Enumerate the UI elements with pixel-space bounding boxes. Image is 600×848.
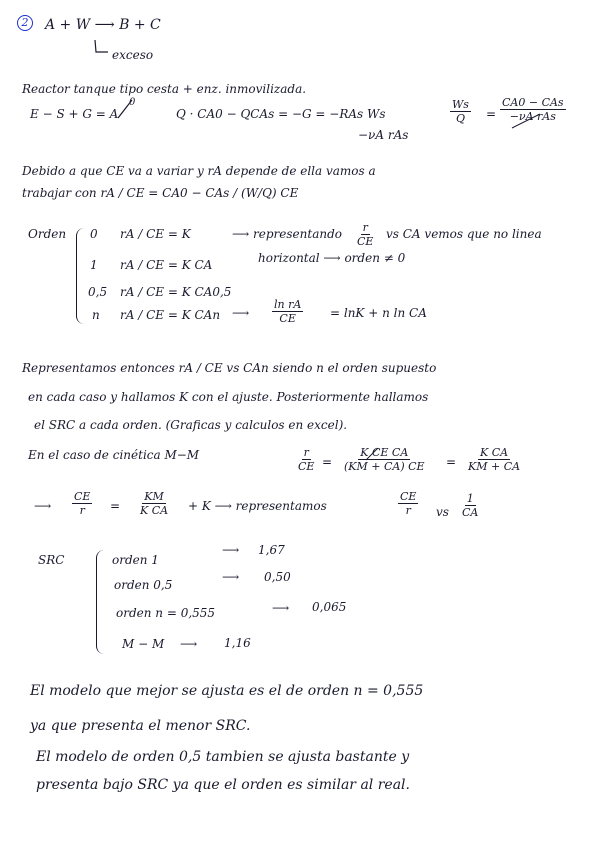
- excess-note: exceso: [112, 48, 154, 62]
- src-value-1: 1,67: [258, 543, 285, 557]
- method-line-3: el SRC a cada orden. (Graficas y calculos en excel).: [34, 418, 348, 432]
- lw-mid-denominator: K CA: [140, 504, 169, 517]
- rate-substitution-note: −νA rAs: [358, 128, 409, 142]
- conclusion-line-3: El modelo de orden 0,5 tambien se ajusta bastante y: [36, 749, 410, 765]
- log-linear-rhs: = lnK + n ln CA: [330, 306, 427, 320]
- src-model-2: orden 0,5: [114, 578, 173, 592]
- lw-equals: =: [110, 499, 121, 513]
- ln-rate-numerator: ln rA: [274, 298, 302, 311]
- mm-lhs-numerator: r: [303, 446, 309, 459]
- mm-lhs-denominator: CE: [298, 460, 315, 473]
- lw-plot-y-denominator: r: [405, 504, 411, 517]
- rate-law-1: rA / CE = K CA: [120, 258, 213, 272]
- lw-mid-numerator: KM: [144, 490, 164, 503]
- mm-mid-denominator: (KM + CA) CE: [344, 460, 425, 473]
- mm-equals-1: =: [322, 455, 333, 469]
- mm-intro: En el caso de cinética M−M: [28, 448, 200, 462]
- lw-lhs-numerator: CE: [74, 490, 91, 503]
- reactor-description: Reactor tanque tipo cesta + enz. inmovilizada.: [22, 82, 307, 96]
- src-label: SRC: [38, 553, 65, 567]
- design-equation-denominator: −νA rAs: [509, 110, 556, 123]
- src-value-3: 0,065: [312, 600, 347, 614]
- order-value-1: 1: [90, 258, 98, 272]
- src-arrow-4: ⟶: [180, 637, 198, 651]
- mass-balance-lhs: E − S + G = A: [30, 107, 119, 121]
- mm-rhs-numerator: K CA: [479, 446, 509, 459]
- ws-over-q-denominator: Q: [455, 112, 465, 125]
- lw-plot-x-numerator: 1: [466, 492, 474, 505]
- design-equation-numerator: CA0 − CAs: [502, 96, 564, 109]
- ln-rate-denominator: CE: [279, 312, 296, 325]
- lw-lhs-denominator: r: [79, 504, 85, 517]
- represent-label: representando: [253, 227, 342, 241]
- method-line-1: Representamos entonces rA / CE vs CAn siendo n el orden supuesto: [22, 361, 437, 375]
- problem-number: 2: [17, 15, 33, 31]
- src-model-3: orden n = 0,555: [116, 606, 216, 620]
- ws-over-q-numerator: Ws: [452, 98, 469, 111]
- r-over-ce-numerator: r: [362, 221, 368, 234]
- rate-law-0-5: rA / CE = K CA0,5: [120, 285, 232, 299]
- src-arrow-2: ⟶: [222, 570, 240, 584]
- conclusion-line-4: presenta bajo SRC ya que el orden es similar al real.: [36, 777, 410, 793]
- ce-cancel-top: [366, 448, 378, 460]
- lw-arrow: ⟶: [34, 499, 52, 513]
- accumulation-strike: [118, 100, 132, 118]
- rate-law-n: rA / CE = K CAn: [120, 308, 221, 322]
- mm-rhs-denominator: KM + CA: [468, 460, 521, 473]
- src-model-4: M − M: [122, 637, 165, 651]
- represent-arrow-text: ⟶ representando: [232, 227, 342, 241]
- mm-mid-numerator: K CE CA: [360, 446, 409, 459]
- mass-balance-middle: Q · CA0 − QCAs = −G = −RAs Ws: [176, 107, 386, 121]
- lw-vs: vs: [436, 505, 449, 519]
- rate-law-0: rA / CE = K: [120, 227, 191, 241]
- nu-strike: [512, 114, 540, 128]
- r-over-ce-denominator: CE: [357, 235, 374, 248]
- method-line-2: en cada caso y hallamos K con el ajuste. Posteriormente hallamos: [28, 390, 429, 404]
- equals-sign: =: [486, 107, 497, 121]
- represent-vs-text: vs CA vemos que no linea: [386, 227, 542, 241]
- src-value-4: 1,16: [224, 636, 251, 650]
- horizontal-note: horizontal ⟶ orden ≠ 0: [258, 251, 406, 265]
- debido-line-1: Debido a que CE va a variar y rA depende de ella vamos a: [22, 164, 376, 178]
- src-value-2: 0,50: [264, 570, 291, 584]
- lw-plot-x-denominator: CA: [462, 506, 479, 519]
- conclusion-line-2: ya que presenta el menor SRC.: [30, 718, 251, 734]
- conclusion-line-1: El modelo que mejor se ajusta es el de orden n = 0,555: [30, 683, 424, 699]
- src-arrow-3: ⟶: [272, 601, 290, 615]
- debido-line-2: trabajar con rA / CE = CA0 − CAs / (W/Q) CE: [22, 186, 299, 200]
- orden-label: Orden: [28, 227, 67, 241]
- lw-plus-represent: + K ⟶ representamos: [188, 499, 327, 513]
- reaction-equation: A + W ⟶ B + C: [45, 17, 161, 33]
- excess-hook-arrow: [95, 40, 108, 52]
- src-arrow-1: ⟶: [222, 543, 240, 557]
- mm-equals-2: =: [446, 455, 457, 469]
- src-model-1: orden 1: [112, 553, 159, 567]
- accumulation-zero: 0: [129, 97, 136, 108]
- lw-plot-y-numerator: CE: [400, 490, 417, 503]
- log-arrow: ⟶: [232, 306, 250, 320]
- order-value-0: 0: [90, 227, 98, 241]
- order-value-0-5: 0,5: [88, 285, 108, 299]
- order-value-n: n: [92, 308, 100, 322]
